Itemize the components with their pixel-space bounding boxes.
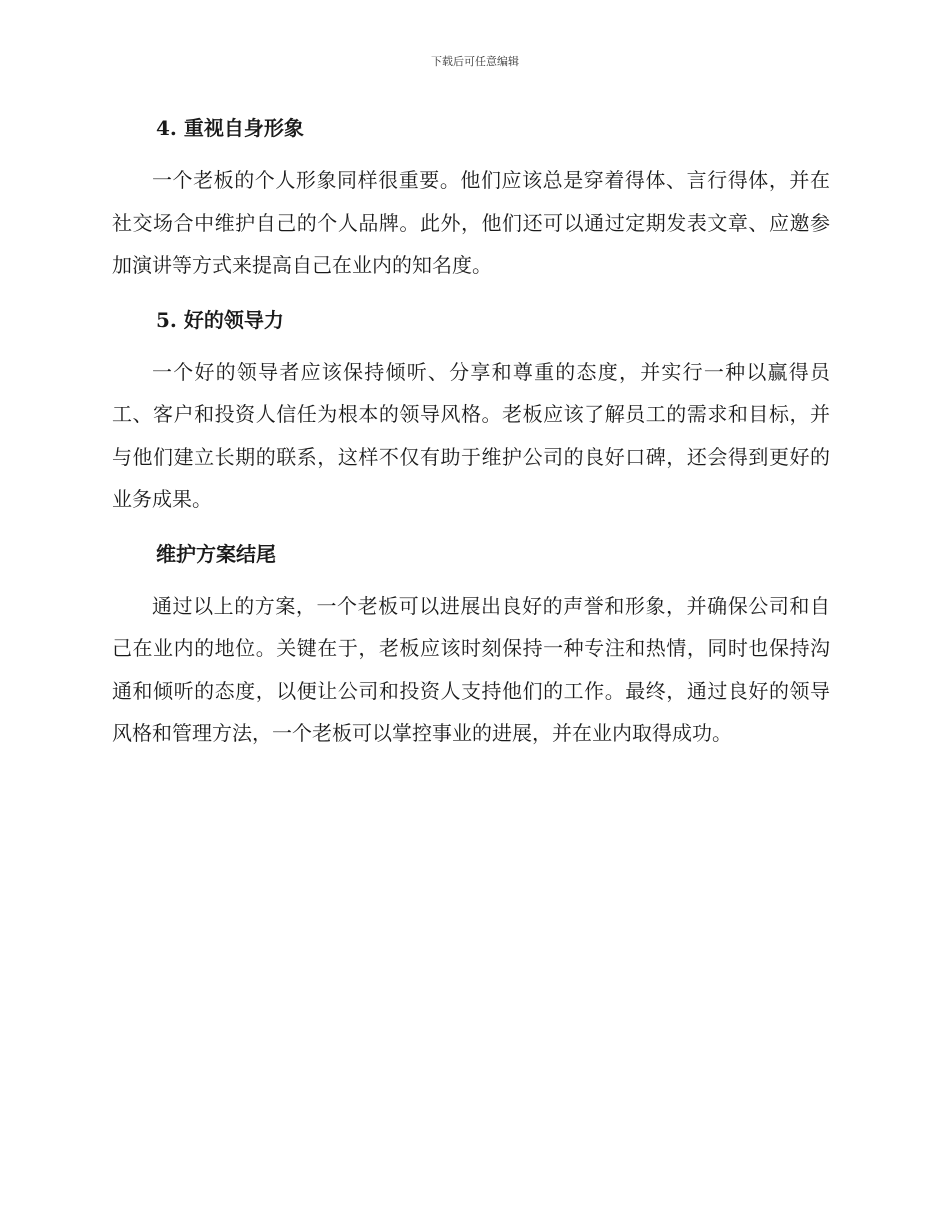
section-heading-leadership: 5. 好的领导力 [156,307,284,332]
section-paragraph-self-image: 一个老板的个人形象同样很重要。他们应该总是穿着得体、言行得体，并在社交场合中维护自己的个人品牌。此外，他们还可以通过定期发表文章、应邀参加演讲等方式来提高自己在业内的知名度。 [112,168,830,277]
section-paragraph-conclusion: 通过以上的方案，一个老板可以进展出良好的声誉和形象，并确保公司和自己在业内的地位。关键在于，老板应该时刻保持一种专注和热情，同时也保持沟通和倾听的态度，以便让公司和投资人支持他们的工作。最终，通过良好的领导风格和管理方法，一个老板可以掌控事业的进展，并在业内取得成功。 [112,593,830,745]
section-heading-self-image: 4. 重视自身形象 [156,116,304,140]
section-paragraph-leadership: 一个好的领导者应该保持倾听、分享和尊重的态度，并实行一种以赢得员工、客户和投资人信任为根本的领导风格。老板应该了解员工的需求和目标，并与他们建立长期的联系，这样不仅有助于维护公司的良好口碑，还会得到更好的业务成果。 [112,359,830,511]
section-heading-conclusion: 维护方案结尾 [156,541,276,566]
document-body [112,108,830,755]
page-header: 下载后可任意编辑 [431,55,519,68]
